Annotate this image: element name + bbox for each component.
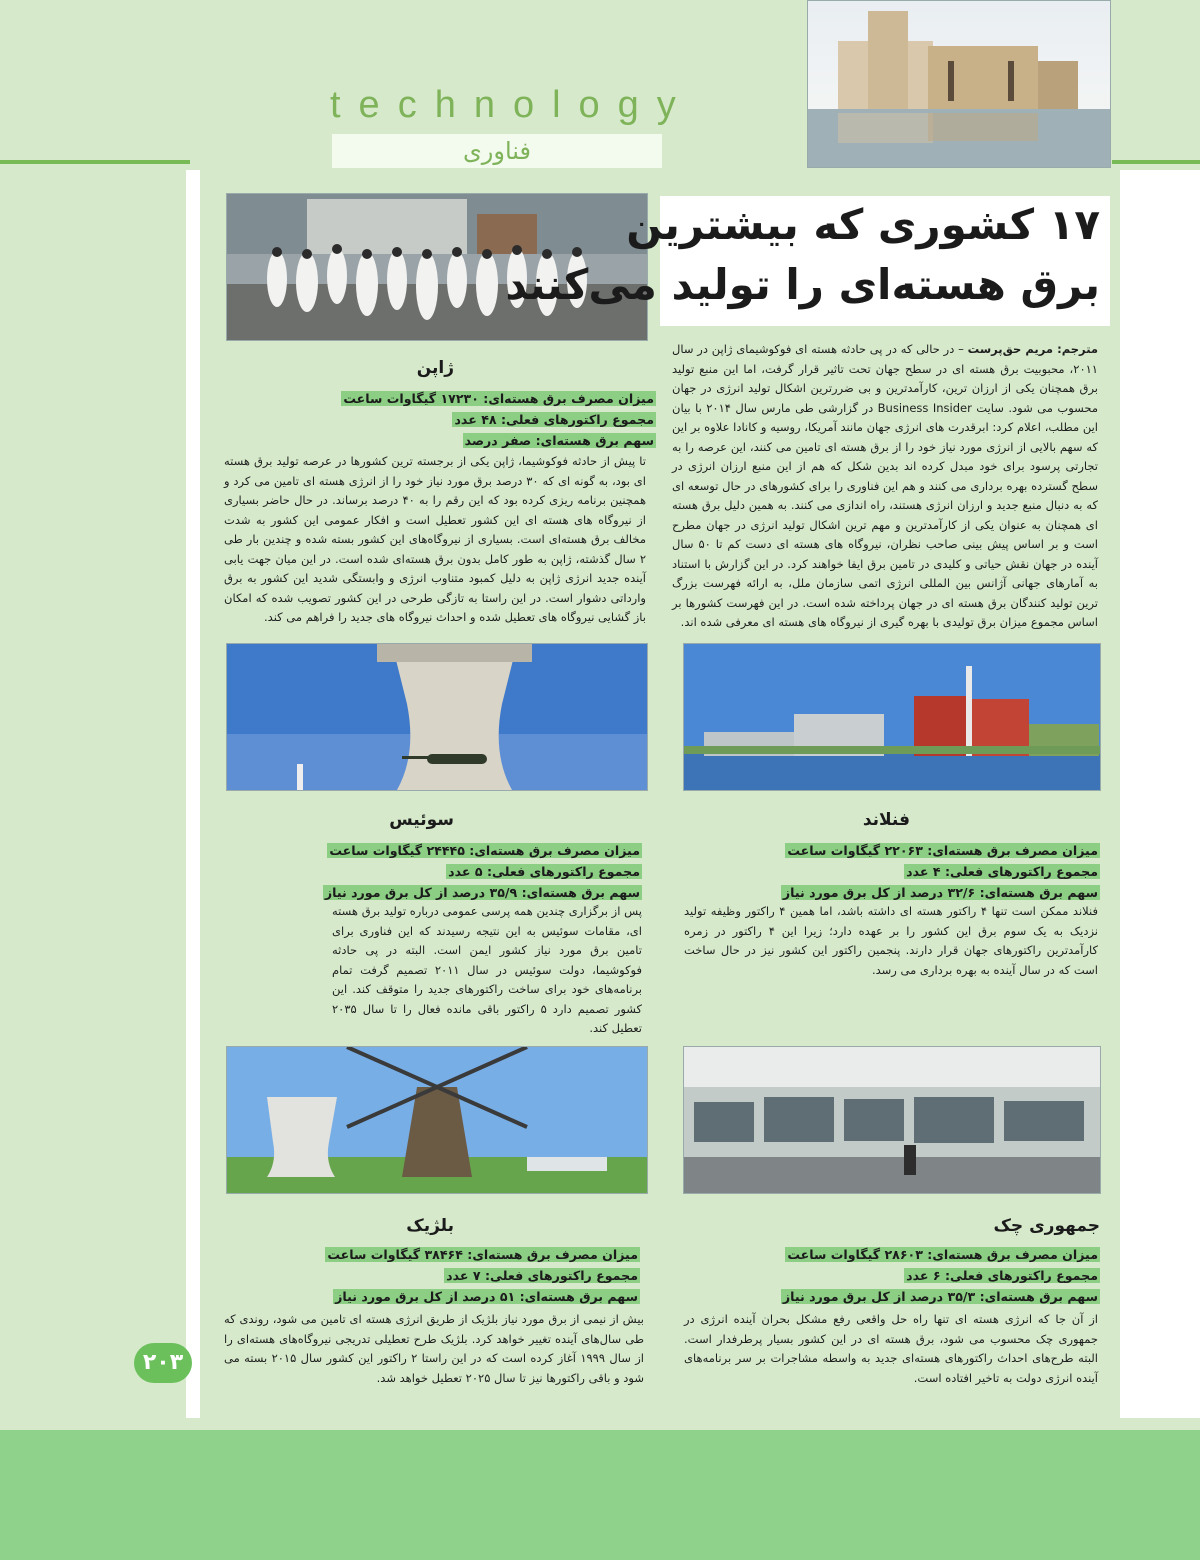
switzerland-body: پس از برگزاری چندین همه پرسی عمومی درباره تولید برق هسته ای، مقامات سوئیس به این نتیجه رسیدند که این فناوری برای تامین برق مورد نیاز کشور ایمن است. البته در پی حادثه فوکوشیما، دولت سوئیس در سال ۲۰۱۱ تصمیم گرفت تمام برنامه‌های خود برای ساخت راکتورهای جدید را متوقف کند. این کشور تصمیم دارد ۵ راکتور باقی مانده فعال را تا سال ۲۰۳۵ تعطیل کند. [332,904,642,1035]
stat-value: ۴۸ عدد [454,412,497,427]
intro-text: – در حالی که در پی حادثه هسته ای فوکوشیمای ژاپن در سال ۲۰۱۱، محبوبیت برق هسته ای در سطح جهان تحت تاثیر قرار گرفت، اما این منبع تولید برق همچنان یکی از ارزان ترین، کارآمدترین و بی ضررترین اشکال تولید انرژی در جهان محسوب می شود. سایت Business Insider در گزارشی طی مارس سال ۲۰۱۴ با بیان این مطلب، اعلام کرد: ابرقدرت های انرژی جهان مانند آمریکا، روسیه و کانادا علاوه بر این که سهم بالایی از انرژی مورد نیاز خود را از برق هسته ای تامین می کنند، این عرصه را به تجارتی پرسود برای خود مبدل کرده اند بدین شکل که هم از این منبع ارزان انرژی در سطح گسترده بهره برداری می کنند و هم این فناوری را برای کشورهای در حال توسعه ای که به دنبال منبع جدید و ارزان انرژی هستند، راه اندازی می کنند. به همین دلیل برق هسته ای همچنان به عنوان یکی از کارآمدترین و مهم ترین اشکال تولید انرژی در جهان مطرح است و بر اساس پیش بینی صاحب نظران، نیروگاه های هسته ای دست کم تا ۵۰ سال آینده در جهان نقش حیاتی و کلیدی در تامین برق ایفا خواهند کرد. در این گزارش با استناد به آمارهای جهانی آژانس بین المللی انرژی اتمی سازمان ملل، به ارائه فهرست بزرگ ترین تولید کنندگان برق هسته ای در جهان پرداخته شده است. در این فهرست کشورها بر اساس مجموع میزان برق تولیدی با بهره گیری از نیروگاه های هسته ای معرفی شده اند. [672,342,1098,629]
stat-label: سهم برق هسته‌ای: [979,1289,1098,1304]
stat-label: مجموع راکتورهای فعلی: [500,412,654,427]
section-label-en: technology [330,84,694,126]
stat-value: ۳۵/۳ درصد از کل برق مورد نیاز [782,1289,976,1304]
header-plant-photo [807,0,1111,168]
stat-label: مجموع راکتورهای فعلی: [486,864,640,879]
stat-value: ۳۸۴۶۴ گیگاوات ساعت [327,1247,463,1262]
czech-title: جمهوری چک [993,1216,1100,1236]
stat-value: ۳۲/۶ درصد از کل برق مورد نیاز [782,885,976,900]
stat-value: ۳۵/۹ درصد از کل برق مورد نیاز [324,885,518,900]
japan-title: ژاپن [416,358,454,378]
czech-stats [781,1244,1100,1307]
stat-label: میزان مصرف برق هسته‌ای: [469,843,640,858]
finland-body: فنلاند ممکن است تنها ۴ راکتور هسته ای داشته باشد، اما همین ۴ راکتور وظیفه تولید نزدیک به یک سوم برق این کشور را بر عهده دارد؛ زیرا این ۴ راکتور در زمره کارآمدترین راکتورهای جهان قرار دارند. پنجمین راکتور این کشور نیز در حال ساخت است که در سال آینده به بهره برداری می رسد. [684,904,1098,977]
stat-value: ۲۸۶۰۳ گیگاوات ساعت [787,1247,923,1262]
stat-value: صفر درصد [464,433,532,448]
stat-value: ۷ عدد [446,1268,481,1283]
belgium-stats [325,1244,640,1307]
section-label-fa: فناوری [332,134,662,168]
stat-label: مجموع راکتورهای فعلی: [484,1268,638,1283]
stat-label: سهم برق هسته‌ای: [979,885,1098,900]
bottom-strip [186,1418,1200,1430]
finland-photo [683,643,1101,791]
stat-label: میزان مصرف برق هسته‌ای: [927,1247,1098,1262]
stat-value: ۵۱ درصد از کل برق مورد نیاز [335,1289,516,1304]
stat-label: مجموع راکتورهای فعلی: [944,1268,1098,1283]
stat-label: میزان مصرف برق هسته‌ای: [467,1247,638,1262]
czech-body: از آن جا که انرژی هسته ای تنها راه حل واقعی رفع مشکل بحران آینده انرژی در جمهوری چک محسوب می شود، برق هسته ای در این کشور بسیار پرطرفدار است. البته طرح‌های احداث راکتورهای هسته‌ای جدید به واسطه مشاجرات بر سر برنامه‌های آینده انرژی دولت به تاخیر افتاده است. [684,1312,1098,1385]
stat-value: ۱۷۲۳۰ گیگاوات ساعت [343,391,479,406]
intro-paragraph [672,340,1098,633]
switzerland-title: سوئیس [389,810,454,830]
left-margin-band [0,0,186,1430]
header-rule-right [1112,160,1200,164]
stat-label: سهم برق هسته‌ای: [535,433,654,448]
finland-title: فنلاند [862,810,910,830]
stat-value: ۶ عدد [906,1268,941,1283]
switzerland-stats [323,840,642,903]
switzerland-photo [226,643,648,791]
stat-label: سهم برق هسته‌ای: [521,885,640,900]
finland-stats [781,840,1100,903]
belgium-photo [226,1046,648,1194]
translator-label: مترجم: مریم حق‌پرست [967,342,1099,356]
stat-label: سهم برق هسته‌ای: [519,1289,638,1304]
japan-stats [341,388,656,451]
page-number: ۲۰۳ [134,1343,192,1383]
article-title-line1: ۱۷ کشوری که بیشترین [626,200,1100,249]
stat-label: میزان مصرف برق هسته‌ای: [483,391,654,406]
header-rule-left [0,160,190,164]
article-title-line2: برق هسته‌ای را تولید می‌کنند [505,260,1100,309]
stat-value: ۲۴۴۴۵ گیگاوات ساعت [329,843,465,858]
stat-value: ۲۲۰۶۳ گیگاوات ساعت [787,843,923,858]
belgium-title: بلژیک [406,1216,454,1236]
belgium-body: بیش از نیمی از برق مورد نیاز بلژیک از طریق انرژی هسته ای تامین می شود، روندی که طی سال‌های آینده تغییر خواهد کرد. بلژیک طرح تعطیلی تدریجی نیروگاه‌های هسته‌ای را از سال ۱۹۹۹ آغاز کرده است که در این راستا ۲ راکتور این کشور سال ۲۰۱۵ بسته می شود و باقی راکتورها نیز تا سال ۲۰۲۵ تعطیل خواهد شد. [224,1312,644,1385]
japan-body: تا پیش از حادثه فوکوشیما، ژاپن یکی از برجسته ترین کشورها در عرصه تولید برق هسته ای بود، به گونه ای که ۳۰ درصد برق مورد نیاز خود را از انرژی هسته ای تامین می کرد و همچنین برنامه ریزی کرده بود که این رقم را به ۴۰ درصد برساند. در حال حاضر بسیاری از نیروگاه های هسته ای این کشور تعطیل است و افکار عمومی این کشور به شدت مخالف برق هسته‌ای است. بسیاری از نیروگاه‌های این کشور بسته شده و چندین بار طی ۲ سال گذشته، ژاپن به طور کامل بدون برق هسته‌ای شده است. در این میان جهت یابی آینده جدید انرژی ژاپن به دلیل کمبود متناوب انرژی و وابستگی شدید این کشور به برق وارداتی دشوار است. در این راستا به تازگی طرحی در این کشور تصویب شده که امکان باز گشایی نیروگاه های تعطیل شده و احداث نیروگاه های جدید را فراهم می کند. [224,454,647,624]
stat-label: مجموع راکتورهای فعلی: [944,864,1098,879]
stat-label: میزان مصرف برق هسته‌ای: [927,843,1098,858]
czech-photo [683,1046,1101,1194]
stat-value: ۴ عدد [906,864,941,879]
stat-value: ۵ عدد [448,864,483,879]
